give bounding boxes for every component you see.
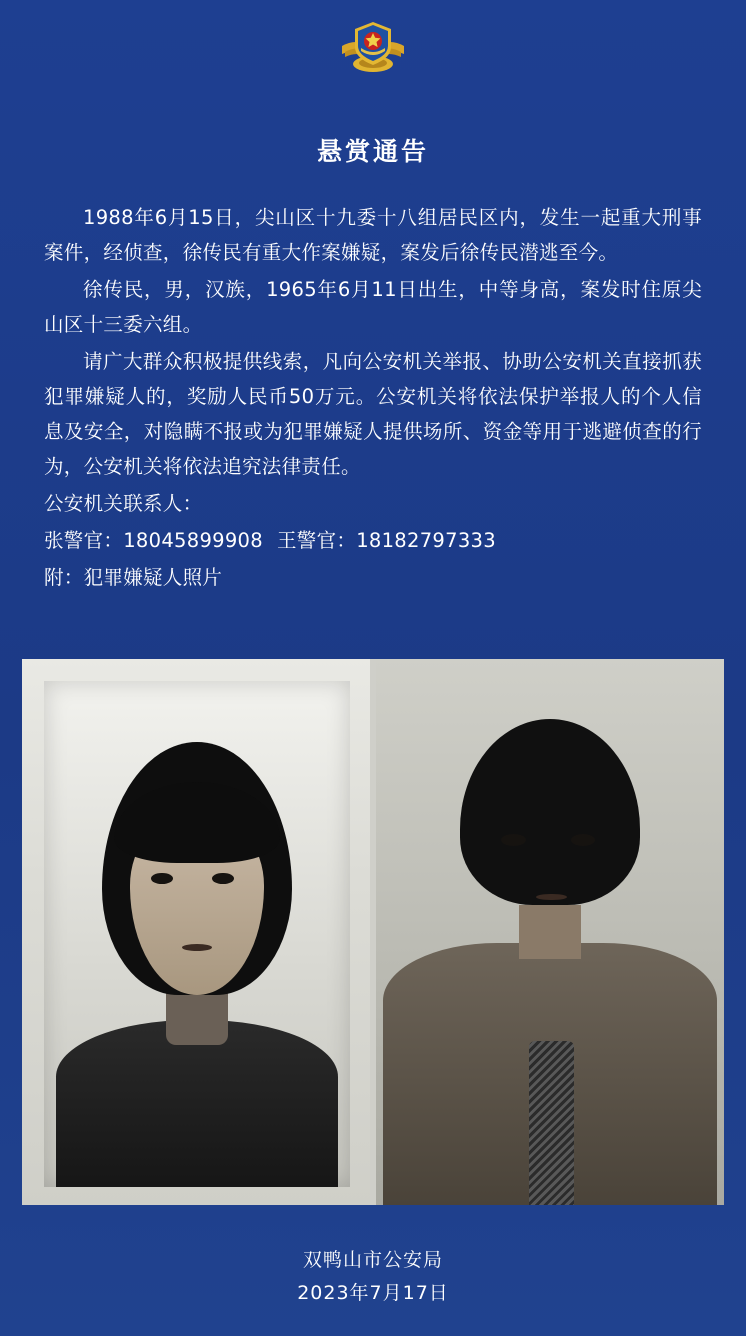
- emblem-container: [0, 0, 746, 84]
- paragraph-suspect-info: 徐传民，男，汉族，1965年6月11日出生，中等身高，案发时住原尖山区十三委六组。: [44, 278, 702, 336]
- contact-phones: [44, 523, 702, 558]
- suspect-photo-1[interactable]: [22, 659, 370, 1205]
- page-title: 悬赏通告: [316, 137, 429, 166]
- photo-1-torso: [56, 1020, 338, 1187]
- contact-phone-2[interactable]: 18182797333: [356, 529, 496, 552]
- issuing-authority: 双鸭山市公安局: [302, 1249, 443, 1271]
- suspect-photo-group: [22, 659, 724, 1205]
- photo-1-frame: [44, 681, 350, 1187]
- notice-body: [44, 200, 702, 595]
- contact-name-2: 王警官：: [276, 529, 357, 552]
- photo-2-tie: [529, 1041, 574, 1205]
- photo-2-eye-left: [501, 834, 525, 846]
- attachment-label: 附：犯罪嫌疑人照片: [44, 566, 223, 589]
- footer: [0, 1244, 746, 1310]
- paragraph-reward: 请广大群众积极提供线索，凡向公安机关举报、协助公安机关直接抓获犯罪嫌疑人的，奖励人民币50万元。公安机关将依法保护举报人的个人信息及安全，对隐瞒不报或为犯罪嫌疑人提供场所、资金等用于逃避侦查的行为，公安机关将依法追究法律责任。: [44, 350, 702, 478]
- photo-2-eye-right: [571, 834, 595, 846]
- contact-phone-1[interactable]: 18045899908: [123, 529, 263, 552]
- paragraph-incident: 1988年6月15日，尖山区十九委十八组居民区内，发生一起重大刑事案件，经侦查，徐传民有重大作案嫌疑，案发后徐传民潜逃至今。: [44, 206, 702, 264]
- suspect-photo-2[interactable]: [376, 659, 724, 1205]
- contact-name-1: 张警官：: [44, 529, 124, 552]
- police-badge-icon: [336, 16, 410, 84]
- contact-label: 公安机关联系人：: [44, 492, 203, 515]
- issue-date: 2023年7月17日: [297, 1282, 449, 1304]
